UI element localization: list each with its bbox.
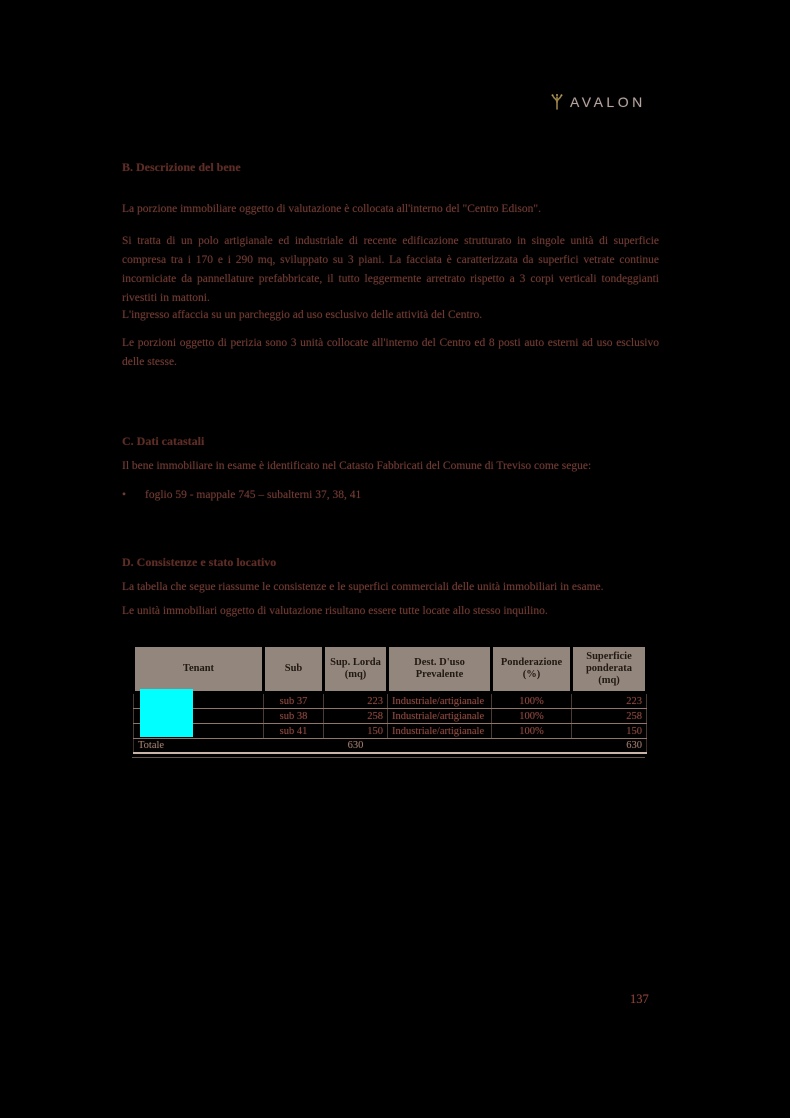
sup-lorda-cell: 150 xyxy=(324,724,388,739)
table-row xyxy=(134,724,647,739)
avalon-tree-icon xyxy=(548,93,566,111)
avalon-logo xyxy=(548,93,646,111)
table-row xyxy=(134,693,647,709)
total-sup-ponderata-cell: 630 xyxy=(572,739,647,754)
page-number: 137 xyxy=(630,992,649,1006)
section-d-heading: D. Consistenze e stato locativo xyxy=(122,555,277,569)
section-b-paragraph-2: Si tratta di un polo artigianale ed industriale di recente edificazione strutturato in singole unità di superficie compresa tra i 170 e i 290 mq, sviluppato su 3 piani. La facciata è caratterizzata da superfici vetrate continue incorniciate da pannellature prefabbricate, il tutto leggermente arretrato rispetto a 3 corpi verticali tondeggianti rivestiti in mattoni. xyxy=(122,235,659,304)
col-header-superficie-ponderata: Superficie ponderata (mq) xyxy=(572,646,647,693)
sup-ponderata-cell: 258 xyxy=(572,709,647,724)
dest-uso-cell: Industriale/artigianale xyxy=(388,709,492,724)
tenant-redaction-sticker xyxy=(140,689,193,737)
table-header-row xyxy=(134,646,647,693)
section-c-intro: Il bene immobiliare in esame è identificato nel Catasto Fabbricati del Comune di Treviso come segue: xyxy=(122,460,592,472)
ponderazione-cell: 100% xyxy=(492,724,572,739)
col-header-ponderazione: Ponderazione (%) xyxy=(492,646,572,693)
total-spacer-cell xyxy=(388,739,572,754)
catasto-bullet-item xyxy=(122,486,659,505)
col-header-dest-uso: Dest. D'uso Prevalente xyxy=(388,646,492,693)
col-header-sub: Sub xyxy=(264,646,324,693)
dest-uso-cell: Industriale/artigianale xyxy=(388,724,492,739)
section-b-heading: B. Descrizione del bene xyxy=(122,160,241,174)
bullet-text: foglio 59 - mappale 745 – subalterni 37, 38, 41 xyxy=(145,489,362,501)
total-sup-lorda-cell: 630 xyxy=(324,739,388,754)
table-bottom-rule xyxy=(132,757,645,758)
table-total-row xyxy=(134,739,647,754)
table-row xyxy=(134,709,647,724)
section-c-heading: C. Dati catastali xyxy=(122,434,205,448)
section-b-paragraph-4: Le porzioni oggetto di perizia sono 3 unità collocate all'interno del Centro ed 8 posti auto esterni ad uso esclusivo delle stesse. xyxy=(122,337,659,368)
sub-cell: sub 41 xyxy=(264,724,324,739)
sub-cell: sub 37 xyxy=(264,693,324,709)
col-header-tenant: Tenant xyxy=(134,646,264,693)
sup-ponderata-cell: 150 xyxy=(572,724,647,739)
dest-uso-cell: Industriale/artigianale xyxy=(388,693,492,709)
ponderazione-cell: 100% xyxy=(492,709,572,724)
section-d-paragraph-2: Le unità immobiliari oggetto di valutazione risultano essere tutte locate allo stesso inquilino. xyxy=(122,605,548,617)
sup-lorda-cell: 223 xyxy=(324,693,388,709)
sup-lorda-cell: 258 xyxy=(324,709,388,724)
avalon-logo-text: AVALON xyxy=(570,94,646,110)
section-b-paragraph-1: La porzione immobiliare oggetto di valutazione è collocata all'interno del "Centro Edison". xyxy=(122,203,541,215)
section-d-paragraph-1: La tabella che segue riassume le consistenze e le superfici commerciali delle unità immobiliari in esame. xyxy=(122,581,604,593)
total-label-cell: Totale xyxy=(134,739,324,754)
consistenze-table xyxy=(132,644,648,754)
sub-cell: sub 38 xyxy=(264,709,324,724)
ponderazione-cell: 100% xyxy=(492,693,572,709)
section-b-paragraph-3: L'ingresso affaccia su un parcheggio ad uso esclusivo delle attività del Centro. xyxy=(122,309,483,321)
bullet-marker: • xyxy=(122,489,127,501)
sup-ponderata-cell: 223 xyxy=(572,693,647,709)
col-header-sup-lorda: Sup. Lorda (mq) xyxy=(324,646,388,693)
